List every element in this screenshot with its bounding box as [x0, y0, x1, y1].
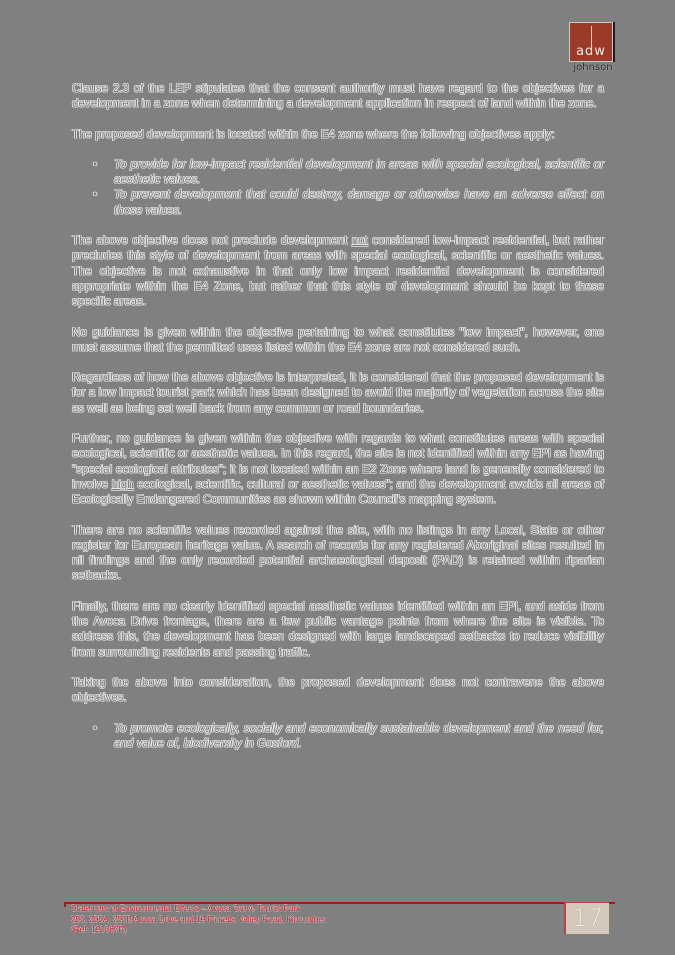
underlined-word: not [351, 234, 368, 248]
paragraph-clause-2-3: Clause 2.3 of the LEP stipulates that the consent authority must have regard to the objectives for a development in a zone when determining a development application in respect of land within the zone. [72, 82, 604, 111]
e4-objectives-list [72, 157, 604, 218]
objective-item [93, 721, 604, 752]
footer-site-address: 255, 255A, 255B Avoca Drive and 19 Picketts Valley Road, Kincumber [71, 914, 326, 924]
gosford-objectives-list [72, 721, 604, 752]
logo-accent-bar [613, 22, 615, 62]
bullet-icon: • [93, 188, 98, 202]
paragraph-objective-analysis [72, 233, 604, 309]
objective-text: To provide for low-impact residential development in areas with special ecological, scientific or aesthetic values. [114, 157, 604, 187]
underlined-word: high [111, 477, 134, 491]
logo-letters: adw [576, 44, 606, 59]
paragraph-special-values [72, 431, 604, 507]
bullet-icon: • [93, 157, 98, 171]
objective-text: To promote ecologically, socially and economically sustainable development and the need for, and value of, biodiversity in Gosford. [114, 721, 604, 750]
objective-item [93, 187, 604, 218]
document-body [72, 81, 604, 766]
footer-document-info [71, 904, 326, 936]
logo-mark [569, 22, 613, 62]
objective-item [93, 157, 604, 188]
bullet-icon: • [93, 721, 98, 735]
text-run: considered low-impact residential, but rather precludes this style of development from areas with special ecological, scientific or aesthetic values. The objective is not exhaustive in that only low impact residential development is considered appropriate within the E4 Zone, but rather that this style of development should be kept to these specific areas. [72, 234, 604, 309]
paragraph-aesthetic-values: Finally, there are no clearly identified special aesthetic values identified within an EPI, and aside from the Avoca Drive frontage, there are a few public vantage points from where the site is visible. To address this, the development has been designed with large landscaped setbacks to reduce visibility from surrounding residents and passing traffic. [72, 599, 604, 659]
page-number: 17 [564, 902, 609, 934]
paragraph-tourist-park: Regardless of how the above objective is interpreted, it is considered that the proposed development is for a low impact tourist park which has been designed to avoid the majority of vegetation across the site as well as being set well back from any common or road boundaries. [72, 371, 604, 415]
paragraph-e4-zone-intro: The proposed development is located within the E4 zone where the following objectives apply: [72, 127, 555, 141]
footer-divider-tick [64, 902, 66, 907]
footer-reference: (Ref: 190867P) [71, 925, 127, 934]
text-run: ecological, scientific, cultural or aesthetic values"; and the development avoids all areas of Ecologically Endangered Communities as shown within Council's mapping system. [72, 477, 604, 507]
footer-document-title: Statement of Environmental Effects – Avoca Grove Tourist Park [71, 904, 301, 913]
company-logo [569, 22, 615, 74]
paragraph-low-impact-guidance: No guidance is given within the objective pertaining to what constitutes "low impact", however, one must assume that the permitted uses listed within the E4 zone are not considered such. [72, 325, 604, 354]
text-run: The above objective does not preclude development [72, 234, 352, 248]
objective-text: To prevent development that could destroy, damage or otherwise have an adverse effect on those values. [114, 188, 604, 217]
paragraph-scientific-values: There are no scientific values recorded against the site, with no listings in any Local, State or other register for European heritage value. A search of records for any registered Aboriginal sites resulted in nil findings and the only recorded potential archaeological deposit (PAD) is retained within riparian setbacks. [72, 523, 604, 583]
paragraph-conclusion: Taking the above into consideration, the proposed development does not contravene the above objectives. [72, 675, 604, 705]
text-run: Further, no guidance is given within the objective with regards to what constitutes areas with special ecological, scientific or aesthetic values. In this regard, the site is not identified within any EPI as having "special ecological attributes"; it is not located within an E2 Zone where land is generally considered to involve [72, 432, 604, 491]
logo-wordmark: johnson [573, 62, 613, 73]
